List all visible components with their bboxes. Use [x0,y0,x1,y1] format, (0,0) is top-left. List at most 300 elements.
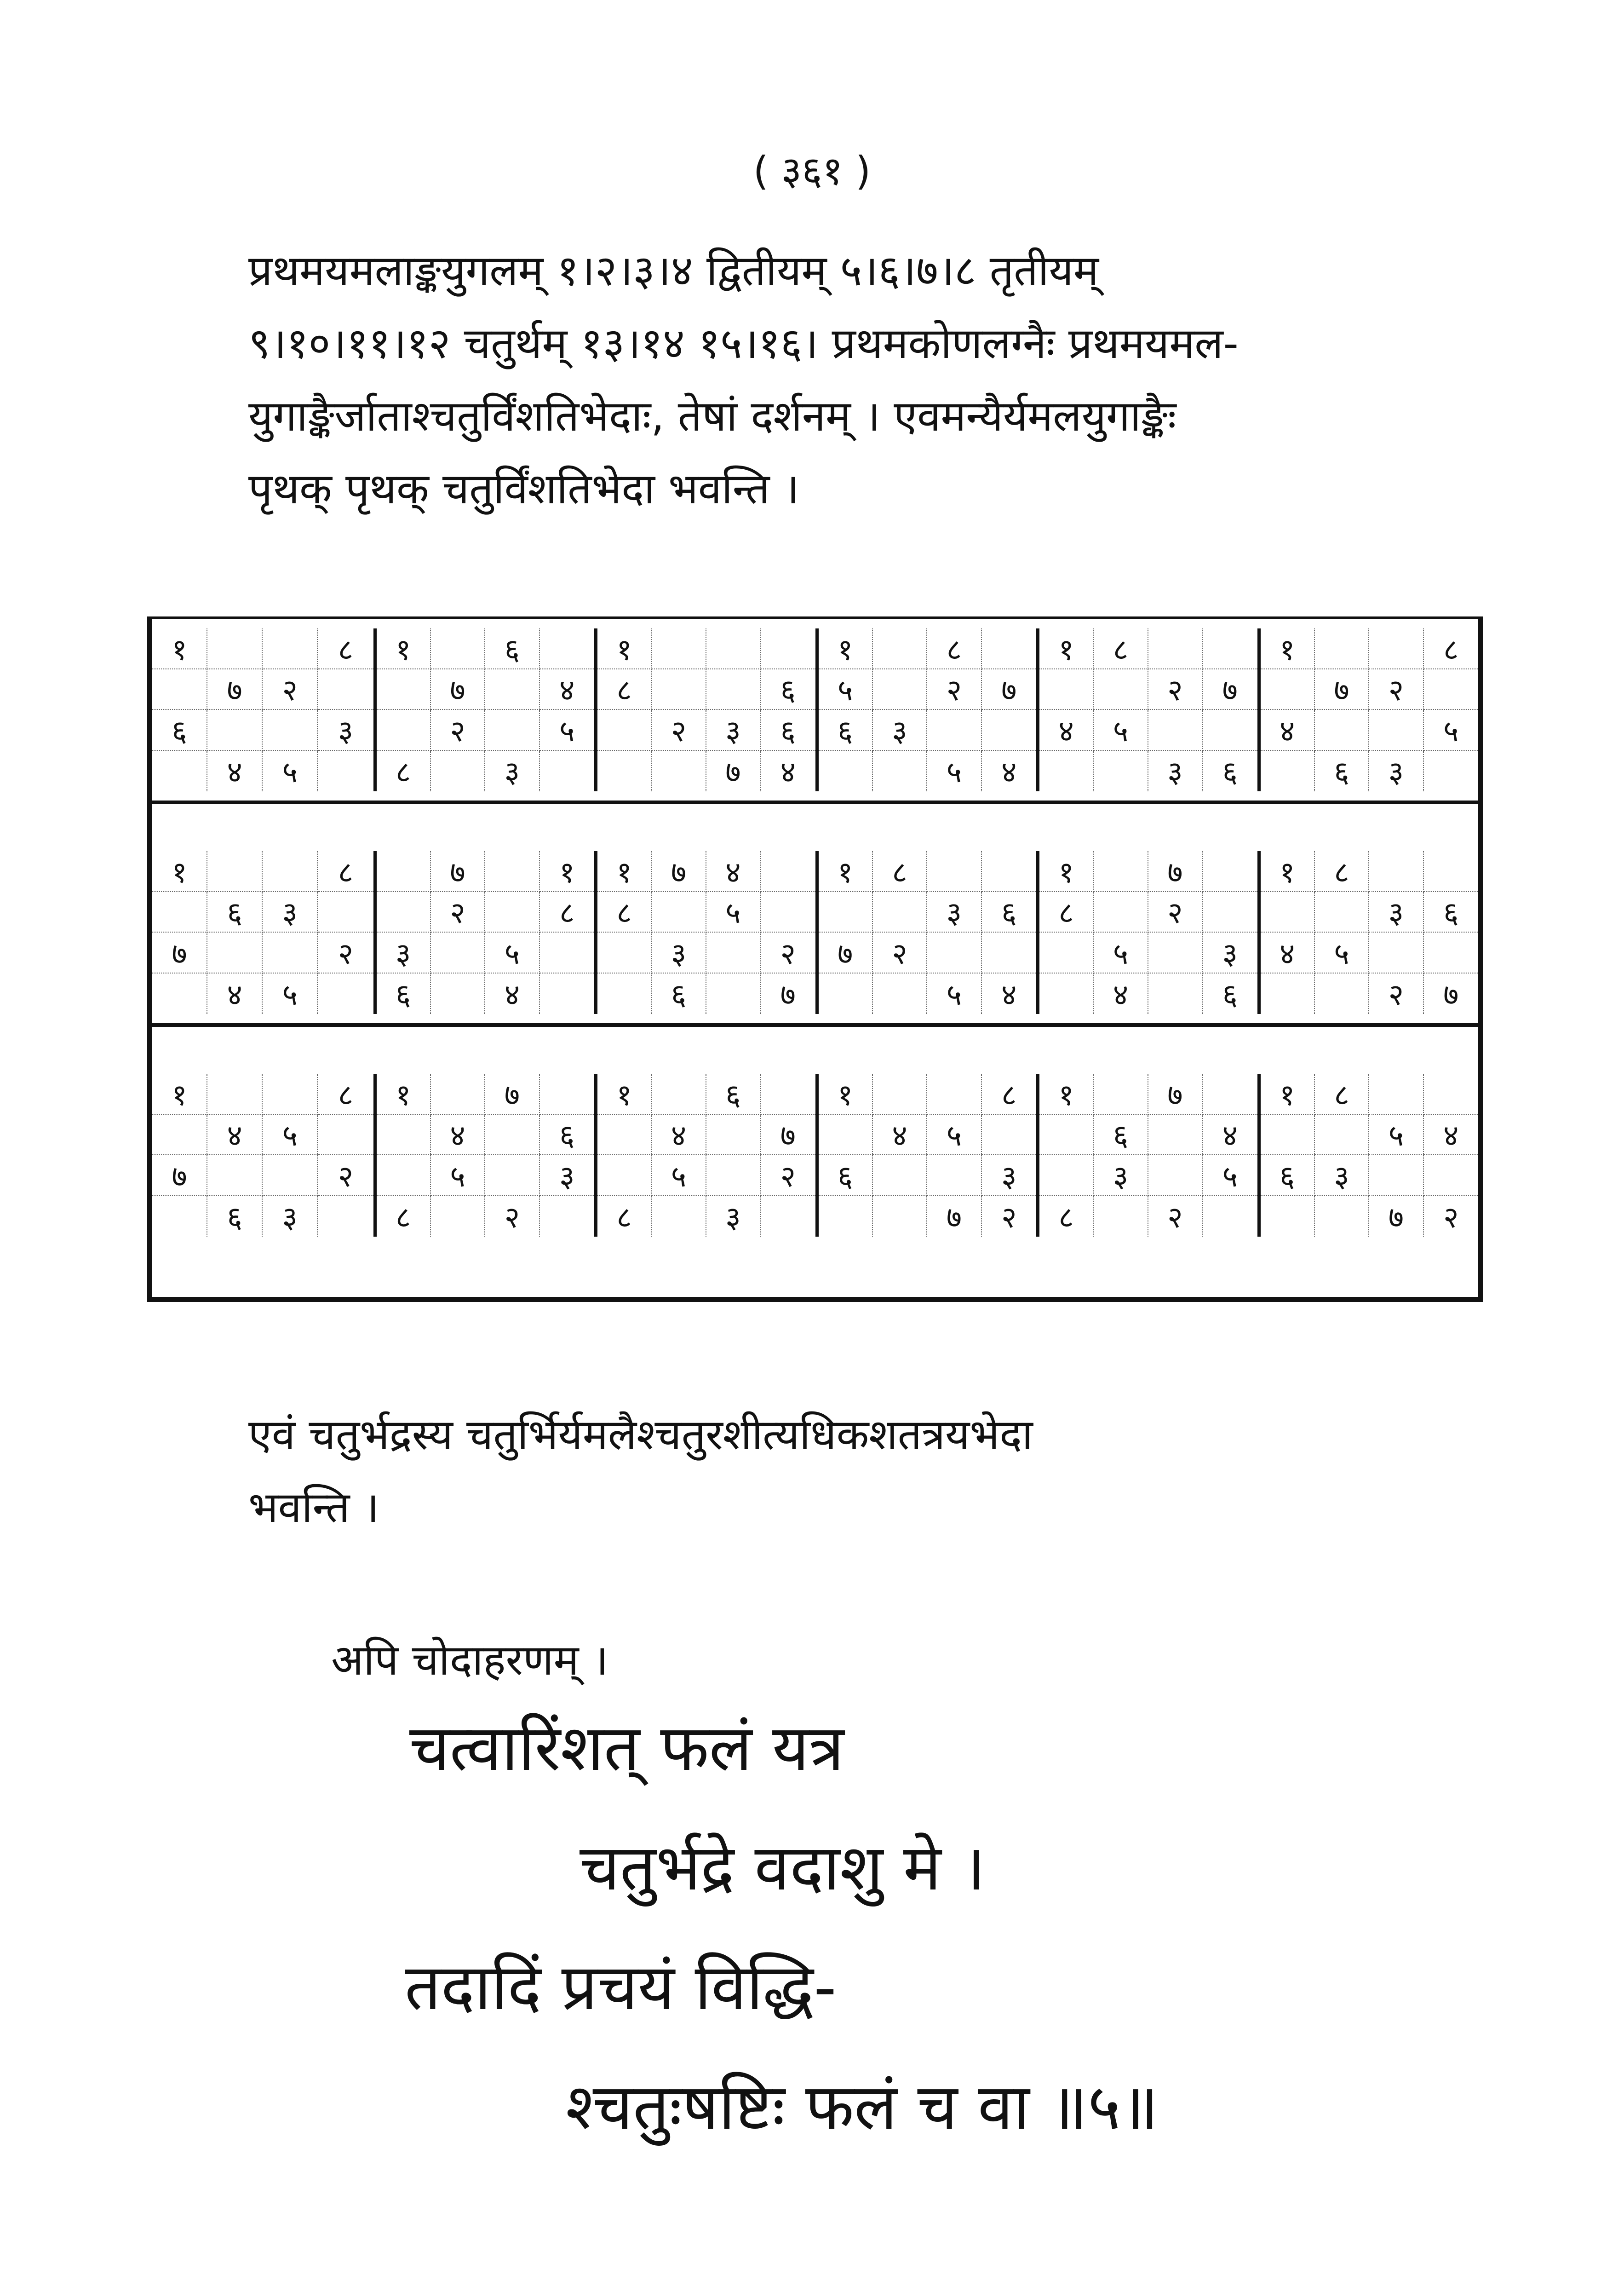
square-cell [1094,851,1148,892]
square-cell: ५ [540,710,594,751]
square-cell: ३ [1094,1155,1148,1196]
square-cell: २ [263,669,318,710]
square-cell: ८ [318,851,373,892]
square-cell: ३ [1315,1155,1369,1196]
square-cell [1094,892,1148,933]
verse-line: चत्वारिंशत् फलं यत्र [409,1711,844,1785]
square-cell: २ [1443,1201,1459,1235]
square-cell: ८ [1094,628,1148,669]
square-cell: ७ [761,1115,815,1156]
square-cell [207,628,263,669]
square-cell: २ [318,1155,373,1196]
square-cell [318,751,373,792]
square-cell: ४ [207,1115,263,1156]
square-cell [1039,933,1094,973]
square-cell [1261,669,1315,710]
magic-square [1257,628,1479,791]
square-cell [431,1074,485,1115]
square-cell: २ [431,892,485,933]
square-cell [485,851,539,892]
square-cell [152,669,207,710]
square-cell: १ [152,628,207,669]
square-cell [1203,851,1257,892]
square-cell [540,973,594,1014]
square-cell: ६ [485,628,539,669]
square-cell: ७ [1369,1196,1423,1237]
square-cell: १ [377,1074,431,1115]
square-cell: १ [1039,1074,1094,1115]
square-cell [207,933,263,973]
square-cell: ६ [652,973,706,1014]
square-cell [1315,973,1369,1014]
square-cell: ४ [485,973,539,1014]
square-cell [927,851,981,892]
square-cell [1203,628,1257,669]
square-cell [318,973,373,1014]
square-cell: ८ [377,751,431,792]
square-cell [431,933,485,973]
square-cell [377,1115,431,1156]
square-cell: ७ [819,933,873,973]
square-cell: १ [1261,851,1315,892]
square-cell [1424,851,1478,892]
block-divider [152,801,1478,804]
square-cell: ५ [1315,933,1369,973]
square-cell [873,892,927,933]
square-cell: २ [652,710,706,751]
square-cell: ८ [1039,1196,1094,1237]
square-cell [982,1115,1036,1156]
square-cell: ८ [540,892,594,933]
square-cell: ४ [207,973,263,1014]
square-cell [1039,1155,1094,1196]
square-cell [152,751,207,792]
square-cell: ३ [1203,933,1257,973]
square-cell [1148,1115,1203,1156]
square-cell [1315,710,1369,751]
square-cell [485,1115,539,1156]
square-cell: १ [1039,628,1094,669]
square-cell [706,973,761,1014]
magic-square [1257,851,1479,1014]
square-cell [540,628,594,669]
square-cell: ८ [1424,628,1478,669]
intro-line: पृथक् पृथक् चतुर्विंशतिभेदा भवन्ति । [248,464,799,513]
square-cell: २ [761,1155,815,1196]
verse-line: श्चतुःषष्टिः फलं च वा ॥५॥ [566,2070,1159,2144]
square-cell: ३ [377,933,431,973]
square-cell: ३ [927,892,981,933]
square-cell: ४ [1203,1115,1257,1156]
square-cell: १ [152,851,207,892]
square-cell [982,933,1036,973]
verse-line: चतुर्भद्रे वदाशु मे । [580,1831,986,1905]
square-cell: ७ [982,669,1036,710]
square-cell: ७ [1148,851,1203,892]
square-cell [706,628,761,669]
square-cell: १ [819,628,873,669]
square-cell [652,892,706,933]
square-cell [982,710,1036,751]
square-cell [318,892,373,933]
square-cell [1369,1155,1423,1196]
square-cell [706,933,761,973]
square-cell: १ [1261,628,1315,669]
square-cell [263,1074,318,1115]
square-cell [761,892,815,933]
square-cell: ४ [706,851,761,892]
square-cell: ८ [1315,851,1369,892]
square-cell: ५ [927,1115,981,1156]
square-cell: २ [927,669,981,710]
square-cell: २ [1369,973,1423,1014]
magic-square [373,851,595,1014]
square-cell: ३ [1369,751,1423,792]
square-cell [1039,973,1094,1014]
square-cell: ५ [1424,710,1478,751]
page-number: ( ३६१ ) [753,148,871,194]
square-cell: ८ [982,1074,1036,1115]
square-cell [263,851,318,892]
square-cell [761,628,815,669]
square-cell [1369,628,1423,669]
square-cell [540,751,594,792]
square-cell: ४ [1001,978,1017,1013]
square-cell: ५ [927,751,981,792]
conclusion-paragraph [248,1399,1389,1544]
square-cell [377,710,431,751]
square-cell: १ [819,1074,873,1115]
square-cell [152,1196,207,1237]
square-cell: ४ [431,1115,485,1156]
square-cell [485,669,539,710]
square-cell: ८ [1039,892,1094,933]
square-cell: ३ [318,710,373,751]
square-cell [207,1074,263,1115]
magic-square [152,851,373,1014]
square-cell [152,973,207,1014]
intro-line: ९।१०।११।१२ चतुर्थम् १३।१४ १५।१६। प्रथमकोणलग्नैः प्रथमयमल- [248,319,1239,368]
square-cell: ४ [207,751,263,792]
square-cell: ६ [819,1155,873,1196]
square-cell: ७ [1315,669,1369,710]
square-cell [263,933,318,973]
square-cell: ६ [1094,1115,1148,1156]
square-row-block [152,851,1478,1014]
magic-square [594,628,815,791]
square-cell: ३ [540,1155,594,1196]
square-cell: २ [761,933,815,973]
square-cell: ८ [597,892,652,933]
square-cell: ७ [485,1074,539,1115]
magic-square-table [147,616,1483,1302]
square-cell: ६ [819,710,873,751]
square-cell: ३ [1148,751,1203,792]
square-cell: ७ [152,933,207,973]
magic-square [594,851,815,1014]
square-cell: ८ [377,1196,431,1237]
square-cell [540,933,594,973]
square-cell [597,1155,652,1196]
square-cell: १ [597,851,652,892]
square-row-block [152,1074,1478,1237]
square-cell: ५ [1203,1155,1257,1196]
square-cell: ३ [263,1196,318,1237]
square-cell [431,751,485,792]
square-cell [318,1196,373,1237]
magic-square [373,628,595,791]
square-cell: ७ [1203,669,1257,710]
square-cell [873,1155,927,1196]
square-cell [873,1196,927,1237]
square-cell: ७ [431,851,485,892]
square-cell [1094,1074,1148,1115]
square-cell: ६ [540,1115,594,1156]
square-cell: ३ [873,710,927,751]
square-cell [1148,973,1203,1014]
square-cell: ८ [1315,1074,1369,1115]
square-cell: ७ [927,1196,981,1237]
square-cell: ३ [263,892,318,933]
square-cell: १ [597,628,652,669]
magic-square [152,628,373,791]
square-cell [1261,973,1315,1014]
square-cell [1094,751,1148,792]
square-cell [597,973,652,1014]
square-cell [485,892,539,933]
block-divider [152,1023,1478,1027]
square-cell: ८ [873,851,927,892]
square-cell: ४ [780,755,796,790]
square-cell: ५ [1369,1115,1423,1156]
square-cell: २ [431,710,485,751]
square-cell [377,892,431,933]
square-cell [652,1196,706,1237]
square-cell [652,628,706,669]
square-cell [207,710,263,751]
square-cell: ६ [1424,892,1478,933]
magic-square [1036,1074,1257,1237]
square-cell: ४ [1261,710,1315,751]
intro-line: युगाङ्कैर्जाताश्चतुर्विंशतिभेदाः, तेषां दर्शनम् । एवमन्यैर्यमलयुगाङ्कैः [248,392,1176,441]
square-cell [597,751,652,792]
magic-square [815,628,1037,791]
square-cell: ६ [207,892,263,933]
square-cell: १ [377,628,431,669]
example-label: अपि चोदाहरणम् । [331,1636,608,1685]
square-cell: ४ [873,1115,927,1156]
square-cell: ६ [207,1196,263,1237]
intro-paragraph [248,235,1389,525]
square-cell: ५ [485,933,539,973]
square-cell [927,710,981,751]
square-cell [819,1196,873,1237]
square-cell [263,1155,318,1196]
square-cell: ५ [263,751,318,792]
magic-square [1036,851,1257,1014]
square-cell [1148,710,1203,751]
square-cell [1369,851,1423,892]
square-cell [1261,1196,1315,1237]
square-cell: ४ [540,669,594,710]
square-cell: ६ [1222,978,1238,1013]
square-cell [540,1196,594,1237]
square-cell [152,1115,207,1156]
square-cell: ८ [597,1196,652,1237]
square-cell: ५ [819,669,873,710]
square-cell: ७ [152,1155,207,1196]
square-cell: ८ [318,1074,373,1115]
square-cell: ४ [652,1115,706,1156]
square-cell [1424,669,1478,710]
square-cell: २ [485,1196,539,1237]
magic-square [373,1074,595,1237]
square-cell: २ [873,933,927,973]
square-cell: ७ [706,751,761,792]
square-cell [485,710,539,751]
magic-square [1036,628,1257,791]
square-cell [1261,1115,1315,1156]
square-cell [819,973,873,1014]
square-cell [819,1115,873,1156]
square-cell [1039,751,1094,792]
square-cell [761,1196,815,1237]
square-cell [1094,669,1148,710]
square-cell [1039,669,1094,710]
square-cell: ३ [706,710,761,751]
square-cell [1039,1115,1094,1156]
square-cell [706,1155,761,1196]
square-cell: ७ [431,669,485,710]
square-cell [652,669,706,710]
square-cell [819,751,873,792]
square-cell [263,628,318,669]
square-cell [1369,1074,1423,1115]
square-cell: २ [1001,1201,1017,1235]
square-cell: ६ [706,1074,761,1115]
square-cell [1315,1115,1369,1156]
square-cell [819,892,873,933]
square-cell [540,1074,594,1115]
square-cell [1315,628,1369,669]
square-cell: ५ [263,973,318,1014]
conclusion-line: भवन्ति । [248,1483,379,1532]
square-cell [1203,892,1257,933]
magic-square [815,851,1037,1014]
square-cell: १ [1039,851,1094,892]
square-cell [982,628,1036,669]
square-cell [706,1115,761,1156]
square-cell: ८ [927,628,981,669]
square-cell: ५ [1094,933,1148,973]
square-cell [263,710,318,751]
square-cell [318,1115,373,1156]
square-cell [1094,1196,1148,1237]
square-cell [873,1074,927,1115]
square-cell [1203,1074,1257,1115]
square-cell [377,669,431,710]
square-cell [873,973,927,1014]
square-cell: ५ [706,892,761,933]
square-cell [207,851,263,892]
square-cell [1424,751,1478,792]
square-cell: ६ [982,892,1036,933]
square-cell [1369,933,1423,973]
square-cell [927,1074,981,1115]
square-cell: ५ [927,973,981,1014]
square-cell: १ [1261,1074,1315,1115]
magic-square [594,1074,815,1237]
square-cell: ६ [1315,751,1369,792]
square-cell: १ [819,851,873,892]
square-cell: ७ [207,669,263,710]
square-cell: ५ [263,1115,318,1156]
square-cell: ५ [652,1155,706,1196]
verse-line: तदादिं प्रचयं विद्धि- [405,1950,837,2024]
square-cell [597,933,652,973]
square-cell: ५ [1094,710,1148,751]
square-cell: २ [1148,669,1203,710]
square-cell [1424,1074,1478,1115]
square-cell: ७ [780,978,796,1013]
square-cell [1203,1196,1257,1237]
square-cell: ४ [1001,755,1017,790]
square-cell: ७ [652,851,706,892]
square-cell [652,751,706,792]
square-cell: ६ [377,973,431,1014]
square-cell: ३ [485,751,539,792]
square-cell: १ [152,1074,207,1115]
square-cell [1261,751,1315,792]
square-cell [431,1196,485,1237]
square-cell: २ [318,933,373,973]
square-cell [706,669,761,710]
magic-square [1257,1074,1479,1237]
square-cell: ६ [1261,1155,1315,1196]
square-cell [597,1115,652,1156]
square-cell: ७ [1148,1074,1203,1115]
square-cell: २ [1148,892,1203,933]
square-cell: ८ [318,628,373,669]
square-cell [431,628,485,669]
square-cell: १ [540,851,594,892]
square-cell: ३ [706,1196,761,1237]
square-cell [761,851,815,892]
square-cell: ६ [761,669,815,710]
square-cell [207,1155,263,1196]
square-cell: ४ [1039,710,1094,751]
square-cell: ५ [431,1155,485,1196]
square-cell [927,1155,981,1196]
square-cell: ३ [652,933,706,973]
magic-square [152,1074,373,1237]
square-cell [1261,892,1315,933]
magic-square [815,1074,1037,1237]
square-cell [377,851,431,892]
square-cell: ६ [152,710,207,751]
square-cell: २ [1369,669,1423,710]
square-cell: १ [597,1074,652,1115]
square-cell [318,669,373,710]
square-cell [1148,933,1203,973]
square-cell: २ [1148,1196,1203,1237]
square-cell [652,1074,706,1115]
conclusion-line: एवं चतुर्भद्रस्य चतुर्भिर्यमलैश्चतुरशीत्यधिकशतत्रयभेदा [248,1410,1033,1459]
square-cell: ८ [597,669,652,710]
square-cell: ४ [1424,1115,1478,1156]
square-cell [1315,892,1369,933]
square-cell [431,973,485,1014]
